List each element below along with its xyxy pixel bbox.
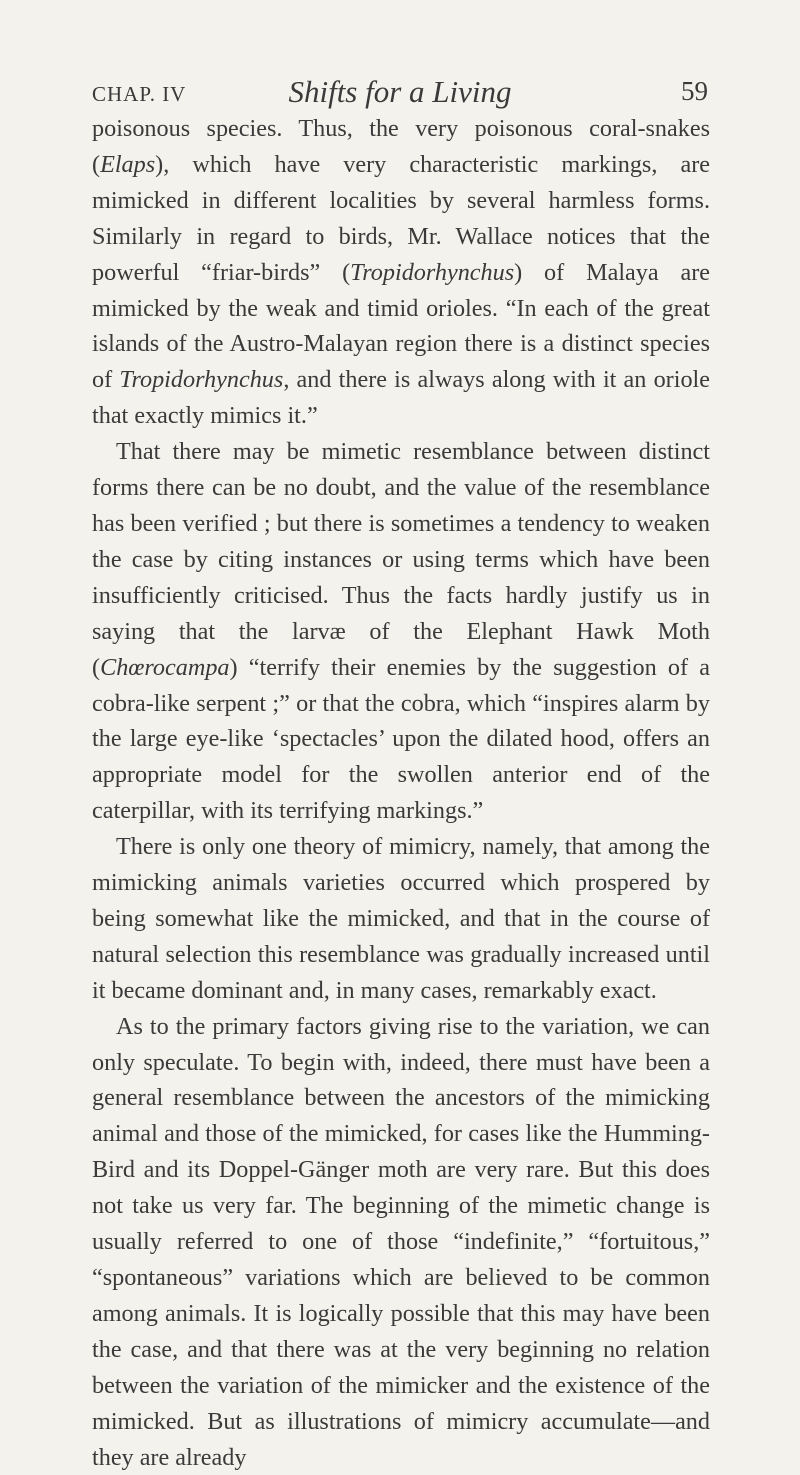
- italic-taxon: Tropidorhynchus: [350, 258, 515, 286]
- text-run: As to the primary factors giving rise to the variation, we can only speculate. To begin with, indeed, there must have been a general resemblance between the ancestors of the mimicking animal and those of the mimicked, for cases like the Humming-Bird and its Doppel-Gänger moth are very rare. But this does not take us very far. The beginning of the mimetic change is usually referred to one of those “indefinite,” “fortuitous,” “spontaneous” variations which are believed to be common among animals. It is logically possible that this may have been the case, and that there was at the very beginning no relation between the variation of the mimicker and the existence of the mimicked. But as illustrations of mimicry accumulate—and they are already: [92, 1012, 710, 1471]
- text-run: , and there is always along with it an oriole that exactly mimics it.”: [92, 366, 710, 430]
- text-run: poisonous species. Thus, the very poisonous coral-snakes (: [92, 115, 710, 178]
- running-head: [92, 74, 708, 110]
- paragraph-3: [92, 829, 710, 1009]
- paragraph-1: [92, 111, 710, 434]
- italic-taxon: Tropidorhynchus: [119, 366, 284, 394]
- text-run: There is only one theory of mimicry, namely, that among the mimicking animals varieties occurred which prospered by being somewhat like the mimicked, and that in the course of natural selection this resemblance was gradually increased until it became dominant and, in many cases, remarkably exact.: [92, 833, 710, 1004]
- text-run: ) of Malaya are mimicked by the weak and timid orioles. “In each of the great islands of the Austro-Malayan region there is a distinct species of: [92, 258, 710, 394]
- italic-taxon: Chœrocampa: [100, 653, 230, 681]
- text-run: ), which have very characteristic markings, are mimicked in different localities by several harmless forms. Similarly in regard to birds, Mr. Wallace notices that the powerful “friar-birds” (: [92, 150, 710, 286]
- paragraph-2: [92, 434, 710, 829]
- paragraph-4: [92, 1009, 710, 1475]
- text-run: That there may be mimetic resemblance between distinct forms there can be no doubt, and the value of the resemblance has been verified ; but there is sometimes a tendency to weaken the case by citing instances or using terms which have been insufficiently criticised. Thus the facts hardly justify us in saying that the larvæ of the Elephant Hawk Moth (: [92, 438, 710, 681]
- page-number: 59: [681, 76, 708, 106]
- italic-taxon: Elaps: [100, 150, 156, 178]
- running-title: Shifts for a Living: [288, 74, 512, 109]
- text-run: ) “terrify their enemies by the suggestion of a cobra-like serpent ;” or that the cobra, which “inspires alarm by the large eye-like ‘spectacles’ upon the dilated hood, offers an appropriate model for the swollen anterior end of the caterpillar, with its terrifying markings.”: [92, 653, 710, 825]
- body-text: [92, 111, 710, 1475]
- chapter-label: CHAP. IV: [92, 82, 187, 106]
